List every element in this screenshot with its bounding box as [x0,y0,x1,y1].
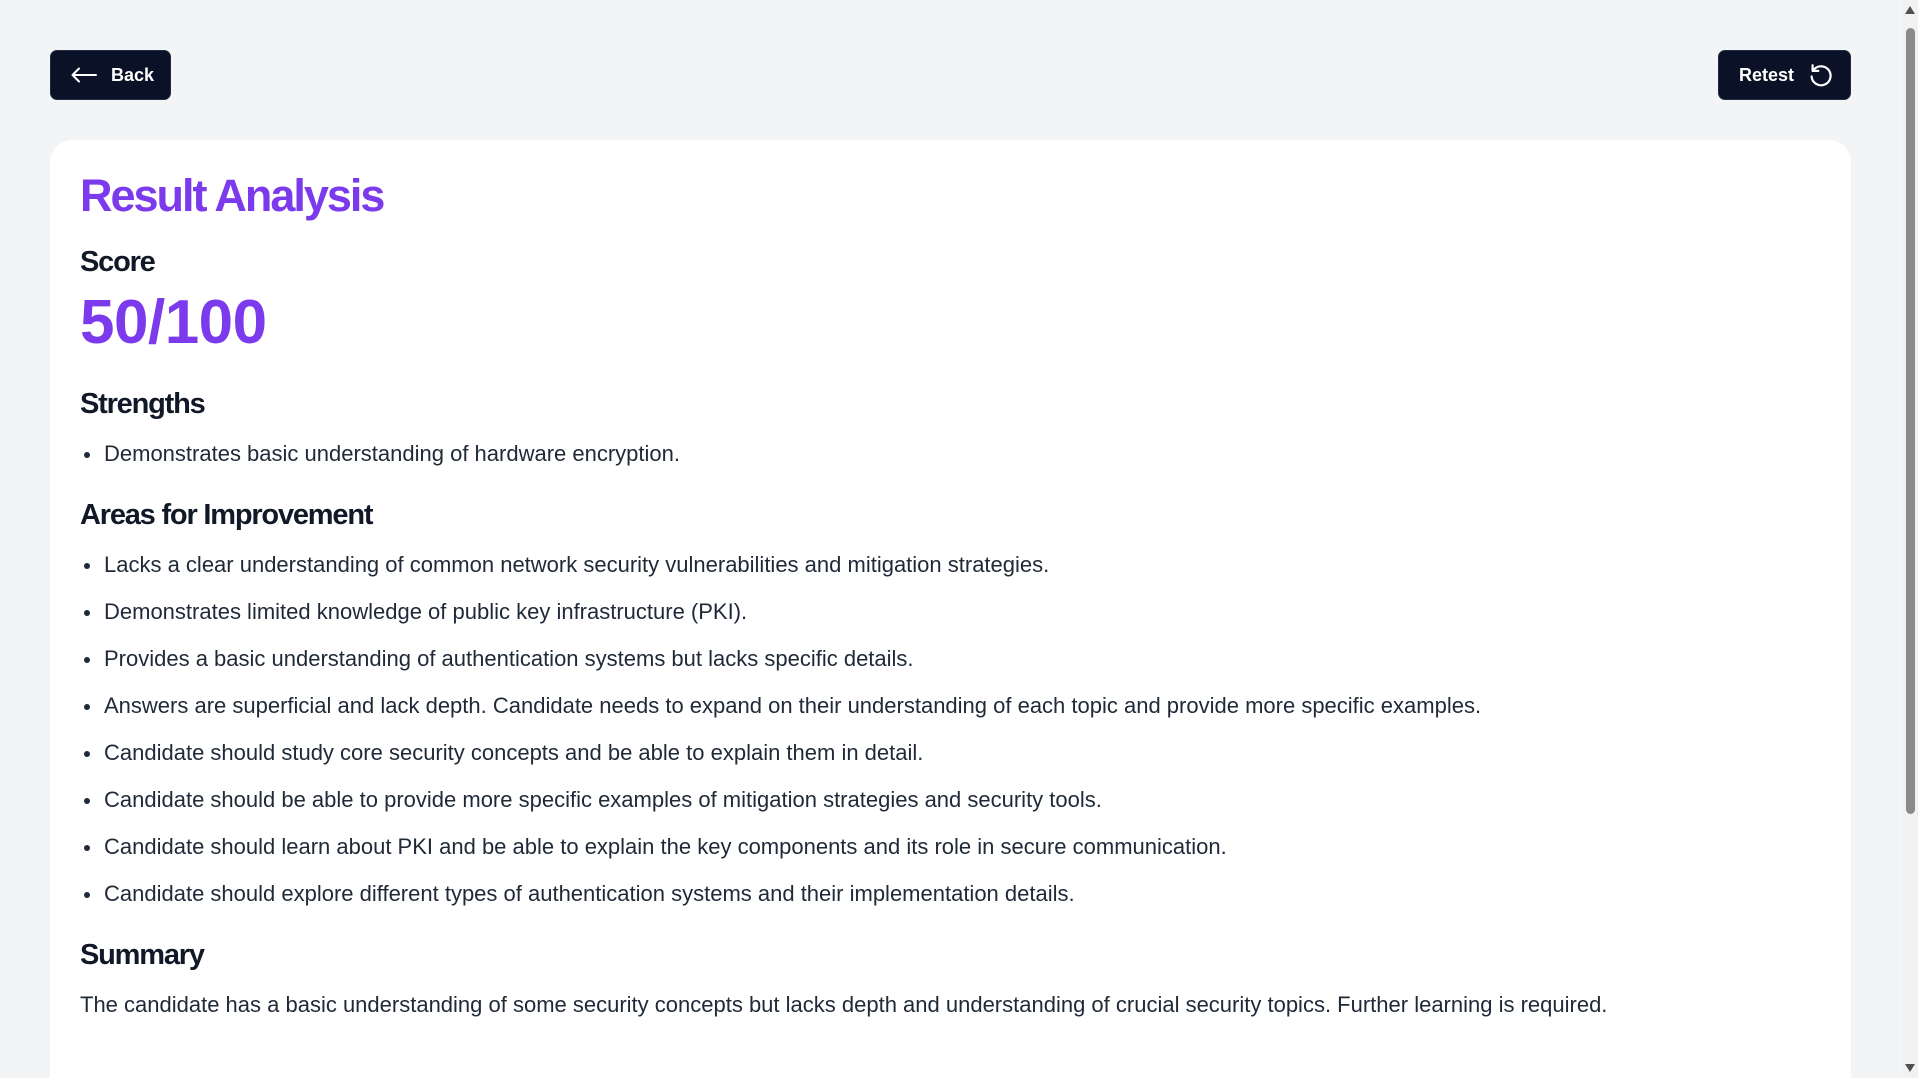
improvement-item: Answers are superficial and lack depth. Candidate needs to expand on their understanding of each topic and provide more specific examples. [80,690,1821,721]
score-heading: Score [80,246,155,278]
retest-button-label: Retest [1739,64,1795,85]
summary-heading: Summary [80,939,204,971]
result-card [50,140,1851,1078]
strengths-heading: Strengths [80,388,205,420]
improvement-item: Provides a basic understanding of authentication systems but lacks specific details. [80,643,1821,674]
arrow-left-icon [71,67,97,83]
scrollbar-thumb[interactable] [1906,28,1915,814]
improvement-list [80,549,1821,909]
scroll-down-icon[interactable] [1905,1064,1915,1072]
improvement-item: Candidate should be able to provide more specific examples of mitigation strategies and security tools. [80,784,1821,815]
strengths-list [80,438,1821,469]
improvement-item: Candidate should learn about PKI and be able to explain the key components and its role in secure communication. [80,831,1821,862]
improvement-item: Candidate should explore different types of authentication systems and their implementation details. [80,878,1821,909]
strength-item: Demonstrates basic understanding of hardware encryption. [80,438,1821,469]
score-value: 50/100 [80,288,267,357]
page-title: Result Analysis [80,170,384,221]
back-button[interactable] [50,50,171,100]
back-button-label: Back [111,64,155,85]
rotate-ccw-icon [1808,62,1834,88]
scroll-up-icon[interactable] [1905,6,1915,14]
summary-text: The candidate has a basic understanding of some security concepts but lacks depth and understanding of crucial security topics. Further learning is required. [80,992,1608,1017]
improvement-item: Lacks a clear understanding of common network security vulnerabilities and mitigation strategies. [80,549,1821,580]
vertical-scrollbar[interactable] [1903,0,1918,1078]
improvement-item: Demonstrates limited knowledge of public key infrastructure (PKI). [80,596,1821,627]
improvement-heading: Areas for Improvement [80,499,373,531]
retest-button[interactable] [1718,50,1851,100]
improvement-item: Candidate should study core security concepts and be able to explain them in detail. [80,737,1821,768]
